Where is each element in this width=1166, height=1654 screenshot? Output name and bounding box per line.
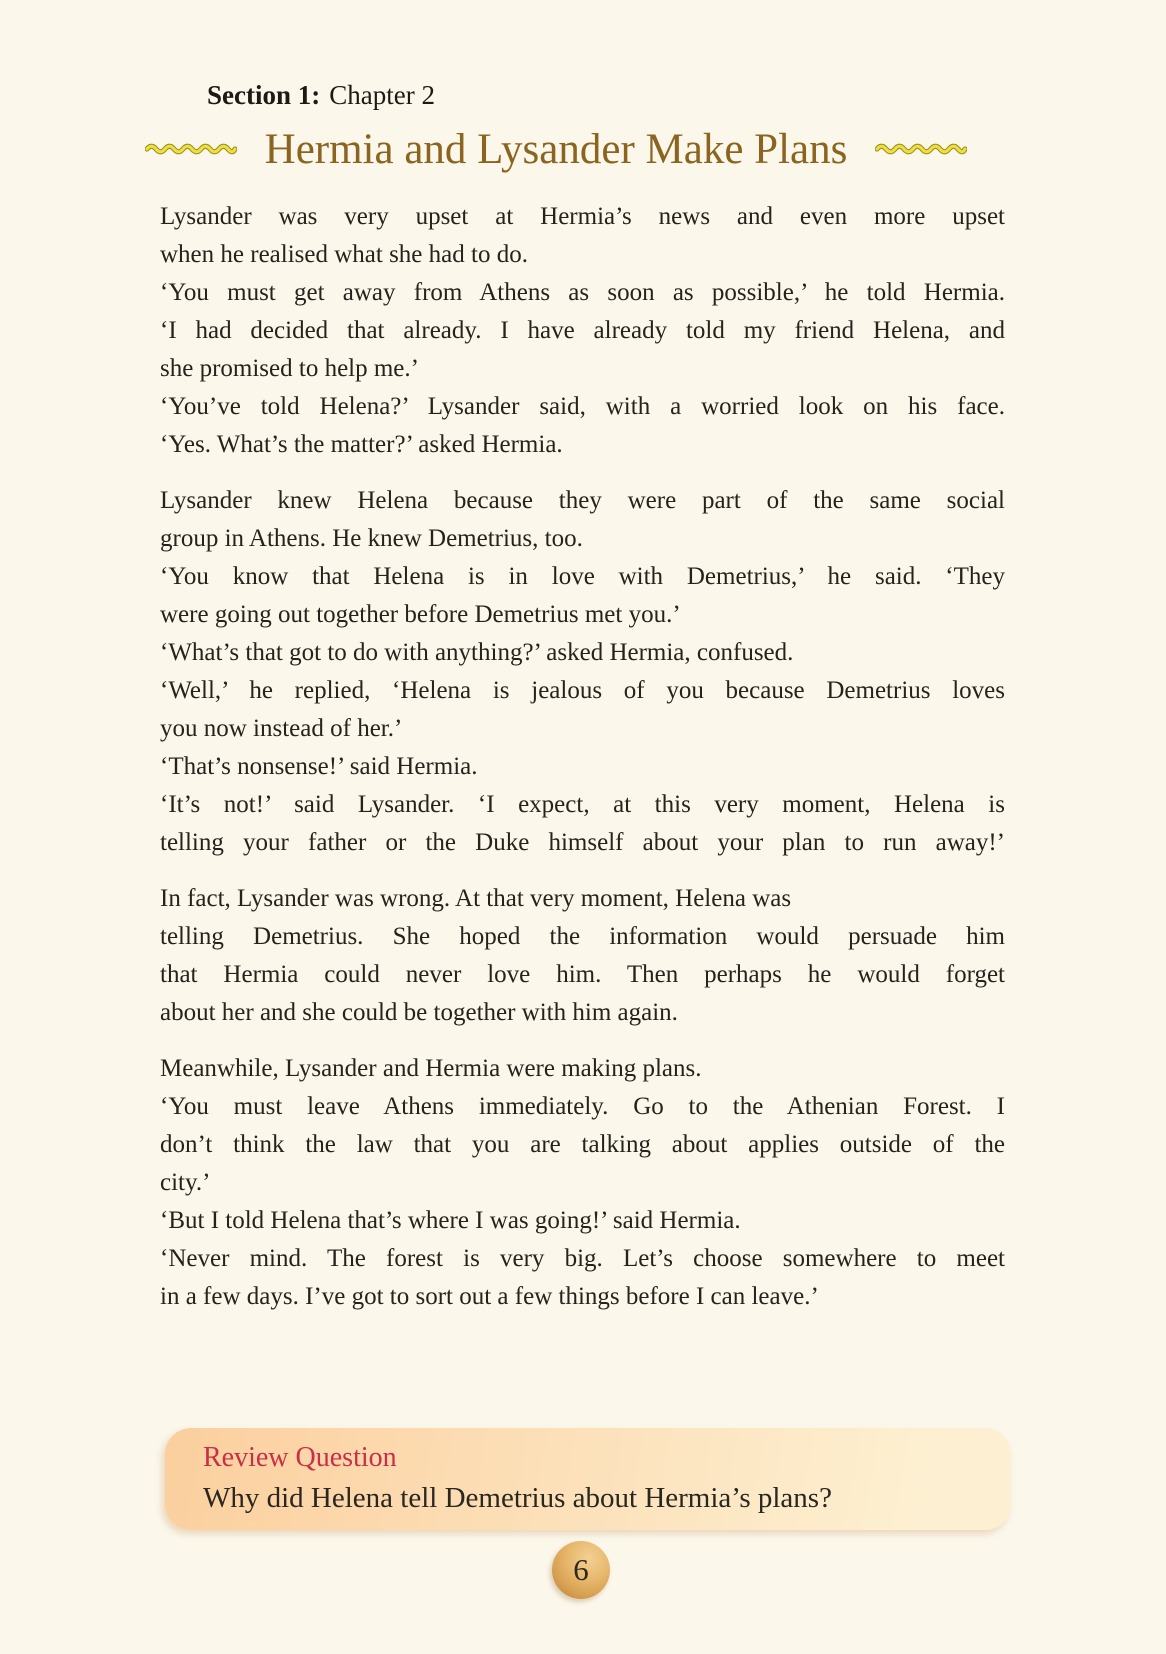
squiggle-rule-icon [875,143,967,155]
section-chapter-label [207,80,435,111]
text-line: ‘You must leave Athens immediately. Go to the Athenian Forest. I [160,1093,1005,1120]
paragraph [160,482,1005,862]
paragraph [160,1050,1005,1316]
text-line: ‘You must get away from Athens as soon as possible,’ he told Hermia. [160,279,1005,306]
text-line: that Hermia could never love him. Then perhaps he would forget [160,961,1005,988]
text-line: telling your father or the Duke himself about your plan to run away!’ [160,829,1005,856]
text-line: ‘Well,’ he replied, ‘Helena is jealous of you because Demetrius loves [160,677,1005,704]
page-number: 6 [573,1552,589,1587]
squiggle-rule-icon [145,143,237,155]
text-line: ‘You’ve told Helena?’ Lysander said, with a worried look on his face. [160,393,1005,420]
story-text [160,198,1005,1334]
text-line: when he realised what she had to do. [160,241,528,268]
text-line: ‘You know that Helena is in love with Demetrius,’ he said. ‘They [160,563,1005,590]
text-line: In fact, Lysander was wrong. At that very moment, Helena was [160,885,792,912]
text-line: ‘That’s nonsense!’ said Hermia. [160,753,478,780]
chapter-title-row [150,120,962,178]
review-question-text: Why did Helena tell Demetrius about Hermia’s plans? [203,1482,832,1514]
text-line: ‘What’s that got to do with anything?’ asked Hermia, confused. [160,639,794,666]
chapter-title: Hermia and Lysander Make Plans [264,125,848,173]
text-line: in a few days. I’ve got to sort out a few things before I can leave.’ [160,1283,819,1310]
text-line: telling Demetrius. She hoped the information would persuade him [160,923,1005,950]
section-label: Section 1: [207,80,321,110]
text-line: ‘I had decided that already. I have already told my friend Helena, and [160,317,1005,344]
review-question-heading: Review Question [203,1442,397,1473]
text-line: Meanwhile, Lysander and Hermia were making plans. [160,1055,702,1082]
text-line: don’t think the law that you are talking about applies outside of the [160,1131,1005,1158]
review-question-box [165,1428,1011,1530]
paragraph [160,198,1005,464]
text-line: Lysander was very upset at Hermia’s news and even more upset [160,203,1005,230]
text-line: you now instead of her.’ [160,715,403,742]
text-line: she promised to help me.’ [160,355,419,382]
text-line: ‘Yes. What’s the matter?’ asked Hermia. [160,431,563,458]
text-line: ‘But I told Helena that’s where I was going!’ said Hermia. [160,1207,741,1234]
text-line: group in Athens. He knew Demetrius, too. [160,525,583,552]
chapter-label: Chapter 2 [329,80,435,110]
text-line: Lysander knew Helena because they were part of the same social [160,487,1005,514]
text-line: ‘Never mind. The forest is very big. Let’s choose somewhere to meet [160,1245,1005,1272]
page-number-badge [552,1541,610,1599]
text-line: city.’ [160,1169,211,1196]
paragraph [160,880,1005,1032]
text-line: about her and she could be together with him again. [160,999,678,1026]
text-line: ‘It’s not!’ said Lysander. ‘I expect, at this very moment, Helena is [160,791,1005,818]
text-line: were going out together before Demetrius met you.’ [160,601,681,628]
